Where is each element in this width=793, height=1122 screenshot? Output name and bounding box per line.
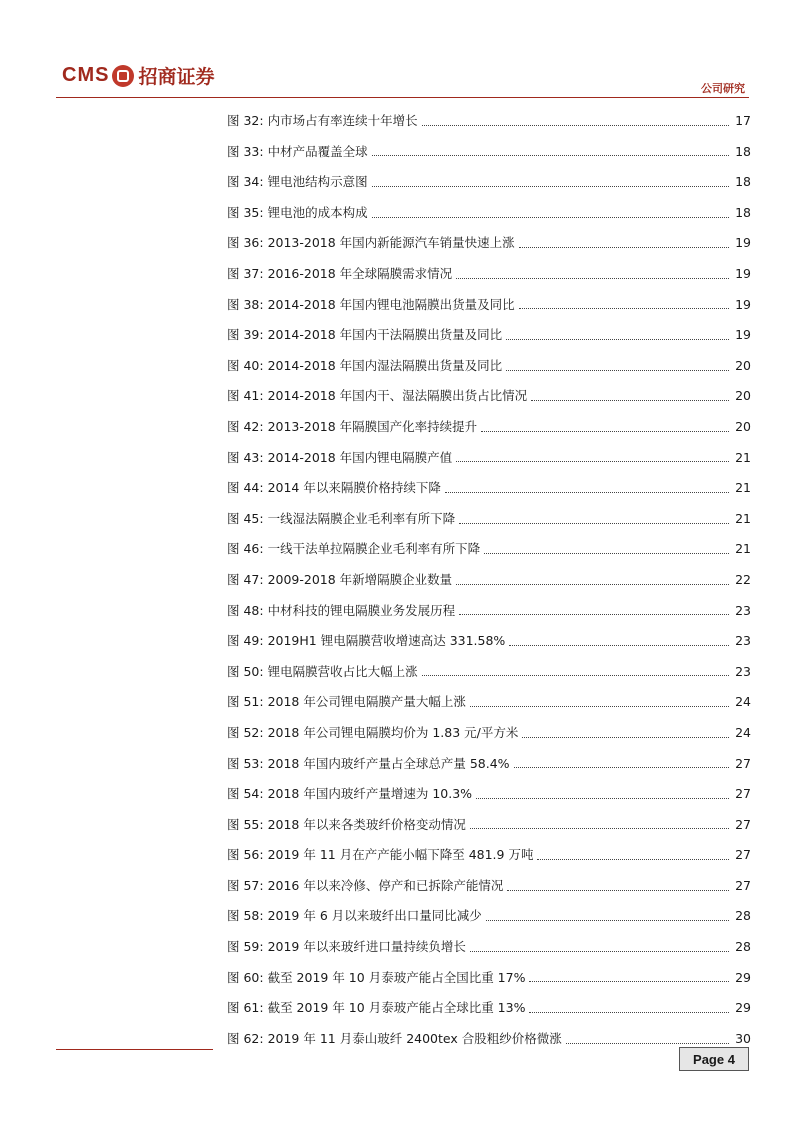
- toc-entry-caption: 锂电隔膜营收占比大幅上涨: [267, 663, 418, 679]
- toc-entry-title: [227, 115, 420, 128]
- toc-entry-label: 图 53:: [227, 755, 264, 771]
- toc-entry-title: [227, 788, 474, 801]
- toc-dot-leader: [372, 186, 729, 187]
- toc-entry-title: [227, 296, 517, 312]
- toc-entry-page: 18: [735, 143, 751, 159]
- toc-entry-page: 27: [735, 755, 751, 771]
- toc-entry-label: 图 62:: [227, 1030, 264, 1046]
- toc-entry-label: 图 43:: [227, 449, 264, 465]
- toc-entry-label: 图 46:: [227, 541, 264, 557]
- toc-dot-leader: [456, 461, 729, 462]
- toc-entry[interactable]: [227, 473, 751, 504]
- toc-dot-leader: [445, 492, 729, 493]
- toc-entry-page: 22: [735, 571, 751, 587]
- toc-entry-page: 27: [735, 877, 751, 893]
- toc-dot-leader: [484, 553, 729, 554]
- toc-entry-page: 21: [735, 510, 751, 526]
- toc-entry-title: [227, 969, 527, 985]
- footer-divider: [56, 1049, 213, 1050]
- toc-entry[interactable]: [227, 198, 751, 229]
- toc-entry-label: 图 37:: [227, 266, 264, 282]
- toc-entry-title: [227, 1030, 564, 1046]
- toc-entry-title: [227, 204, 370, 220]
- logo-latin-text: CMS: [62, 64, 110, 86]
- toc-entry[interactable]: [227, 993, 751, 1024]
- logo-chinese-text: 招商证券: [138, 66, 215, 88]
- toc-dot-leader: [459, 523, 729, 524]
- page-header: [0, 0, 793, 100]
- toc-entry-caption: 2019 年以来玻纤进口量持续负增长: [267, 939, 466, 955]
- table-of-figures: [227, 106, 751, 1054]
- page-number-badge: Page 4: [679, 1047, 749, 1071]
- toc-entry-label: 图 52:: [227, 724, 264, 740]
- toc-entry[interactable]: [227, 1024, 751, 1055]
- toc-dot-leader: [507, 890, 729, 891]
- toc-entry-title: [227, 268, 454, 281]
- toc-entry-caption: 2013-2018 年隔膜国产化率持续提升: [267, 418, 478, 434]
- toc-dot-leader: [506, 370, 729, 371]
- toc-dot-leader: [470, 828, 729, 829]
- toc-entry-label: 图 35:: [227, 204, 264, 220]
- toc-entry-label: 图 33:: [227, 143, 264, 159]
- toc-entry-caption: 2009-2018 年新增隔膜企业数量: [267, 571, 453, 587]
- toc-entry-caption: 2018 年国内玻纤产量占全球总产量 58.4%: [267, 755, 510, 771]
- toc-entry-label: 图 50:: [227, 663, 264, 679]
- toc-entry-page: 28: [735, 908, 751, 924]
- toc-entry[interactable]: [227, 504, 751, 535]
- toc-entry[interactable]: [227, 320, 751, 351]
- toc-entry-label: 图 32:: [227, 113, 264, 129]
- toc-entry-label: 图 42:: [227, 418, 264, 434]
- toc-entry-title: [227, 724, 520, 740]
- toc-dot-leader: [372, 217, 729, 218]
- toc-entry-page: 18: [735, 174, 751, 190]
- toc-entry-title: [227, 1002, 527, 1015]
- toc-entry[interactable]: [227, 840, 751, 871]
- toc-dot-leader: [459, 614, 729, 615]
- toc-entry-title: [227, 510, 457, 526]
- toc-entry[interactable]: [227, 381, 751, 412]
- toc-entry[interactable]: [227, 718, 751, 749]
- toc-entry-title: [227, 449, 454, 465]
- toc-dot-leader: [519, 247, 729, 248]
- toc-entry-caption: 2019 年 11 月在产产能小幅下降至 481.9 万吨: [267, 847, 534, 863]
- toc-entry-caption: 一线湿法隔膜企业毛利率有所下降: [267, 510, 456, 526]
- toc-entry-label: 图 39:: [227, 327, 264, 343]
- toc-dot-leader: [529, 981, 729, 982]
- toc-entry-title: [227, 910, 484, 923]
- toc-dot-leader: [506, 339, 729, 340]
- toc-entry-caption: 2018 年以来各类玻纤价格变动情况: [267, 816, 466, 832]
- toc-entry-caption: 锂电池的成本构成: [267, 204, 368, 220]
- toc-dot-leader: [522, 737, 729, 738]
- toc-entry-caption: 2014-2018 年国内干、湿法隔膜出货占比情况: [267, 388, 528, 404]
- toc-entry-caption: 2018 年国内玻纤产量增速为 10.3%: [267, 786, 473, 802]
- toc-entry[interactable]: [227, 137, 751, 168]
- toc-entry-title: [227, 143, 370, 159]
- toc-entry-label: 图 45:: [227, 510, 264, 526]
- toc-entry-page: 24: [735, 724, 751, 740]
- toc-entry-label: 图 54:: [227, 786, 264, 802]
- toc-entry[interactable]: [227, 871, 751, 902]
- toc-entry-label: 图 38:: [227, 296, 264, 312]
- toc-entry-caption: 2014-2018 年国内干法隔膜出货量及同比: [267, 327, 503, 343]
- toc-entry-caption: 中材科技的锂电隔膜业务发展历程: [267, 602, 456, 618]
- toc-dot-leader: [537, 859, 729, 860]
- toc-entry-label: 图 49:: [227, 633, 264, 649]
- toc-entry[interactable]: [227, 351, 751, 382]
- toc-entry-page: 23: [735, 663, 751, 679]
- toc-entry-page: 24: [735, 694, 751, 710]
- toc-entry-title: [227, 543, 482, 556]
- toc-entry-page: 27: [735, 786, 751, 802]
- toc-entry-title: [227, 696, 468, 709]
- toc-entry-label: 图 58:: [227, 908, 264, 924]
- toc-entry-page: 27: [735, 847, 751, 863]
- toc-entry-label: 图 56:: [227, 847, 264, 863]
- toc-entry-page: 19: [735, 266, 751, 282]
- toc-dot-leader: [486, 920, 729, 921]
- toc-entry-label: 图 60:: [227, 969, 264, 985]
- toc-entry-caption: 2018 年公司锂电隔膜均价为 1.83 元/平方米: [267, 724, 519, 740]
- toc-dot-leader: [422, 125, 729, 126]
- toc-entry-label: 图 36:: [227, 235, 264, 251]
- logo-emblem-icon: [112, 65, 134, 87]
- toc-entry-caption: 2016 年以来冷修、停产和已拆除产能情况: [267, 877, 504, 893]
- toc-entry[interactable]: [227, 106, 751, 137]
- toc-entry-title: [227, 357, 504, 373]
- toc-dot-leader: [529, 1012, 729, 1013]
- toc-entry-title: [227, 635, 507, 648]
- toc-entry-page: 21: [735, 480, 751, 496]
- section-label: 公司研究: [701, 82, 745, 95]
- toc-entry-title: [227, 418, 479, 434]
- toc-entry-page: 29: [735, 969, 751, 985]
- toc-dot-leader: [531, 400, 729, 401]
- toc-entry[interactable]: [227, 657, 751, 688]
- toc-entry[interactable]: [227, 534, 751, 565]
- toc-dot-leader: [422, 675, 729, 676]
- toc-entry[interactable]: [227, 748, 751, 779]
- toc-entry[interactable]: [227, 259, 751, 290]
- toc-entry[interactable]: [227, 412, 751, 443]
- toc-entry-page: 20: [735, 357, 751, 373]
- toc-entry-title: [227, 571, 454, 587]
- toc-entry-title: [227, 755, 512, 771]
- company-logo: [62, 62, 214, 89]
- toc-entry-title: [227, 602, 457, 618]
- toc-entry-label: 图 40:: [227, 357, 264, 373]
- toc-entry-label: 图 47:: [227, 571, 264, 587]
- toc-entry[interactable]: [227, 565, 751, 596]
- toc-dot-leader: [470, 951, 729, 952]
- toc-entry[interactable]: [227, 167, 751, 198]
- toc-entry-title: [227, 176, 370, 189]
- header-divider: [56, 97, 749, 98]
- toc-dot-leader: [456, 278, 729, 279]
- toc-entry-title: [227, 390, 529, 403]
- toc-entry-page: 19: [735, 235, 751, 251]
- toc-entry-title: [227, 816, 468, 832]
- toc-dot-leader: [566, 1043, 729, 1044]
- toc-entry-label: 图 44:: [227, 480, 264, 496]
- toc-entry-page: 30: [735, 1030, 751, 1046]
- toc-entry[interactable]: [227, 932, 751, 963]
- toc-entry-page: 21: [735, 449, 751, 465]
- toc-entry-label: 图 59:: [227, 939, 264, 955]
- toc-dot-leader: [456, 584, 729, 585]
- toc-entry-caption: 2018 年公司锂电隔膜产量大幅上涨: [267, 694, 466, 710]
- toc-entry-title: [227, 237, 517, 250]
- toc-entry-caption: 2014-2018 年国内湿法隔膜出货量及同比: [267, 357, 503, 373]
- toc-entry[interactable]: [227, 901, 751, 932]
- toc-entry-label: 图 61:: [227, 1000, 264, 1016]
- toc-dot-leader: [481, 431, 729, 432]
- toc-entry-page: 21: [735, 541, 751, 557]
- toc-entry-caption: 2016-2018 年全球隔膜需求情况: [267, 266, 453, 282]
- toc-dot-leader: [470, 706, 729, 707]
- toc-entry-page: 17: [735, 113, 751, 129]
- toc-dot-leader: [519, 308, 729, 309]
- toc-entry-caption: 内市场占有率连续十年增长: [267, 113, 418, 129]
- toc-entry-caption: 2019 年 11 月泰山玻纤 2400tex 合股粗纱价格微涨: [267, 1030, 562, 1046]
- toc-entry-page: 19: [735, 327, 751, 343]
- toc-entry-title: [227, 482, 443, 495]
- toc-entry[interactable]: [227, 228, 751, 259]
- toc-entry-title: [227, 329, 504, 342]
- toc-entry-page: 29: [735, 1000, 751, 1016]
- toc-entry-label: 图 41:: [227, 388, 264, 404]
- toc-entry[interactable]: [227, 687, 751, 718]
- toc-entry-caption: 2019 年 6 月以来玻纤出口量同比减少: [267, 908, 482, 924]
- toc-entry[interactable]: [227, 596, 751, 627]
- toc-entry-title: [227, 877, 505, 893]
- toc-entry-caption: 中材产品覆盖全球: [267, 143, 368, 159]
- toc-entry-caption: 一线干法单拉隔膜企业毛利率有所下降: [267, 541, 481, 557]
- toc-entry-page: 27: [735, 816, 751, 832]
- toc-entry-page: 23: [735, 602, 751, 618]
- toc-entry[interactable]: [227, 443, 751, 474]
- toc-dot-leader: [514, 767, 729, 768]
- toc-entry-label: 图 34:: [227, 174, 264, 190]
- toc-entry[interactable]: [227, 626, 751, 657]
- toc-dot-leader: [476, 798, 729, 799]
- toc-entry-page: 18: [735, 204, 751, 220]
- toc-entry[interactable]: [227, 810, 751, 841]
- toc-entry-caption: 2014-2018 年国内锂电隔膜产值: [267, 449, 453, 465]
- toc-entry-caption: 锂电池结构示意图: [267, 174, 368, 190]
- toc-entry[interactable]: [227, 963, 751, 994]
- toc-entry-page: 23: [735, 633, 751, 649]
- toc-entry-caption: 2019H1 锂电隔膜营收增速高达 331.58%: [267, 633, 506, 649]
- toc-entry-title: [227, 849, 535, 862]
- toc-entry-title: [227, 663, 420, 679]
- toc-entry-caption: 截至 2019 年 10 月泰玻产能占全球比重 13%: [267, 1000, 526, 1016]
- toc-entry-page: 20: [735, 418, 751, 434]
- toc-entry[interactable]: [227, 290, 751, 321]
- toc-entry-label: 图 48:: [227, 602, 264, 618]
- toc-entry-page: 20: [735, 388, 751, 404]
- toc-entry[interactable]: [227, 779, 751, 810]
- toc-dot-leader: [509, 645, 729, 646]
- toc-entry-page: 28: [735, 939, 751, 955]
- toc-entry-caption: 2014-2018 年国内锂电池隔膜出货量及同比: [267, 296, 515, 312]
- toc-entry-label: 图 55:: [227, 816, 264, 832]
- toc-entry-caption: 2014 年以来隔膜价格持续下降: [267, 480, 441, 496]
- toc-entry-page: 19: [735, 296, 751, 312]
- toc-dot-leader: [372, 155, 729, 156]
- toc-entry-caption: 截至 2019 年 10 月泰玻产能占全国比重 17%: [267, 969, 526, 985]
- toc-entry-label: 图 57:: [227, 877, 264, 893]
- toc-entry-title: [227, 941, 468, 954]
- toc-entry-caption: 2013-2018 年国内新能源汽车销量快速上涨: [267, 235, 515, 251]
- toc-entry-label: 图 51:: [227, 694, 264, 710]
